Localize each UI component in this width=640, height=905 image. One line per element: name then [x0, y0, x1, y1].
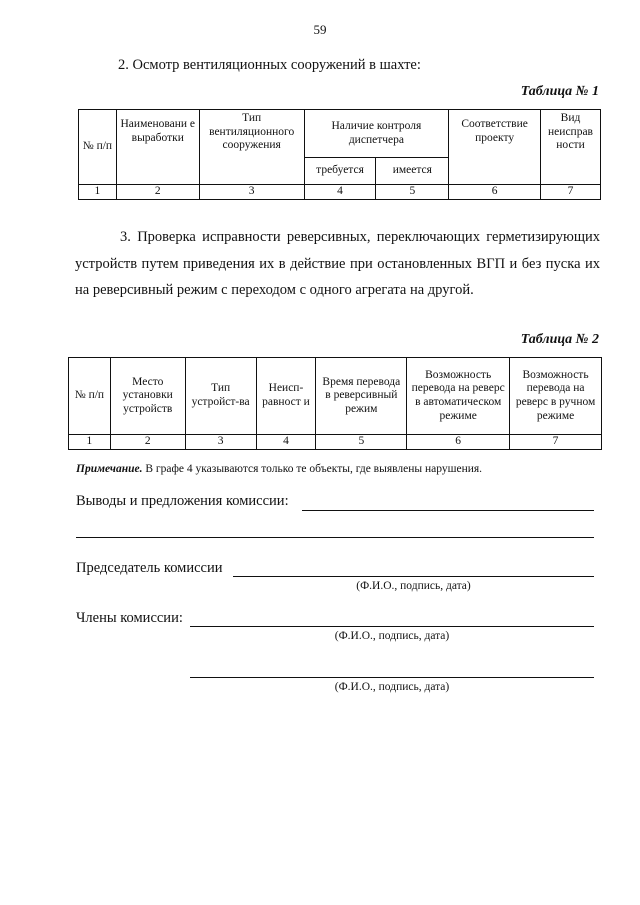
table2-number-cell: 1 — [69, 435, 111, 450]
page-number: 59 — [313, 22, 327, 37]
note — [76, 463, 482, 475]
table2-header-manual-reverse: Возможность перевода на реверс в ручном режиме — [510, 358, 602, 435]
member1-signature-hint: (Ф.И.О., подпись, дата) — [334, 630, 450, 642]
table2-number-cell: 7 — [510, 435, 602, 450]
table1-number-cell: 3 — [199, 185, 304, 200]
table2-header-auto-reverse: Возможность перевода на реверс в автоматическом режиме — [407, 358, 510, 435]
conclusions-line[interactable] — [302, 510, 594, 511]
table1-header-project-compliance: Соответствие проекту — [449, 110, 541, 185]
table2-number-cell: 3 — [185, 435, 256, 450]
table2-number-cell: 6 — [407, 435, 510, 450]
table1-number-cell: 4 — [304, 185, 376, 200]
note-label: Примечание. — [76, 463, 143, 475]
chairman-signature-hint: (Ф.И.О., подпись, дата) — [356, 580, 471, 592]
table2-number-cell: 5 — [316, 435, 407, 450]
table2-header-device-type: Тип устройст-ва — [185, 358, 256, 435]
note-text: В графе 4 указываются только те объекты, где выявлены нарушения. — [145, 463, 483, 475]
table2-number-cell: 4 — [256, 435, 316, 450]
table2-number-cell: 2 — [110, 435, 185, 450]
table1-header-working-name: Наименовани е выработки — [116, 110, 199, 185]
table1-number-cell: 1 — [79, 185, 117, 200]
table2-caption: Таблица № 2 — [520, 332, 599, 347]
table1-header-required: требуется — [304, 158, 376, 185]
table1-caption: Таблица № 1 — [520, 84, 599, 99]
table2 — [68, 357, 602, 450]
table1-header-structure-type: Тип вентиляционного сооружения — [199, 110, 304, 185]
table1-number-cell: 5 — [376, 185, 449, 200]
table1-header-number: № п/п — [79, 110, 117, 185]
section3-paragraph — [75, 224, 600, 304]
table2-header-number: № п/п — [69, 358, 111, 435]
member2-signature-line[interactable] — [190, 677, 594, 678]
conclusions-line-2[interactable] — [76, 537, 594, 538]
table2-header-location: Место установки устройств — [110, 358, 185, 435]
table1-header-present: имеется — [376, 158, 449, 185]
section3-text: 3. Проверка исправности реверсивных, переключающих герметизирующих устройств путем приведения их в действие при остановленных ВГП и без пуска их на реверсивный режим с переходом с одного агрегата на другой. — [75, 229, 600, 298]
table2-header-faults: Неисп-равност и — [256, 358, 316, 435]
table1-number-cell: 6 — [449, 185, 541, 200]
members-label: Члены комиссии: — [76, 610, 183, 626]
table1-header-fault-type: Вид неисправ ности — [541, 110, 601, 185]
member2-signature-hint: (Ф.И.О., подпись, дата) — [334, 681, 450, 693]
section2-heading: 2. Осмотр вентиляционных сооружений в шахте: — [118, 57, 421, 73]
table1 — [78, 109, 601, 200]
conclusions-label: Выводы и предложения комиссии: — [76, 493, 289, 509]
table1-number-cell: 2 — [116, 185, 199, 200]
table2-header-switch-time: Время перевода в реверсивный режим — [316, 358, 407, 435]
table1-number-cell: 7 — [541, 185, 601, 200]
table1-header-dispatcher-control: Наличие контроля диспетчера — [304, 110, 449, 158]
member1-signature-line[interactable] — [190, 626, 594, 627]
chairman-label: Председатель комиссии — [76, 560, 223, 576]
chairman-signature-line[interactable] — [233, 576, 594, 577]
